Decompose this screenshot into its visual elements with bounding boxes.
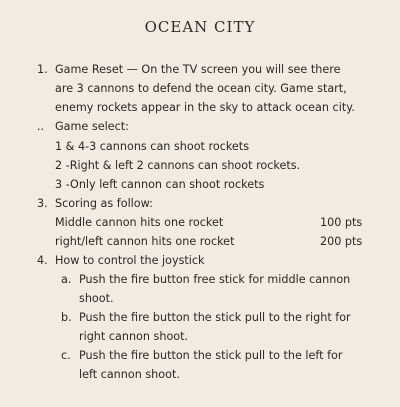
joystick-item-b-line-1: Push the fire button the stick pull to the right for (79, 311, 351, 324)
section-2-heading: Game select: (55, 120, 129, 133)
section-4-number: 4. (37, 254, 48, 267)
score-label-middle: Middle cannon hits one rocket (55, 216, 224, 229)
section-3-number: 3. (37, 197, 48, 210)
section-1-number: 1. (37, 63, 48, 76)
joystick-item-c-letter: c. (61, 349, 71, 362)
joystick-item-a-line-1: Push the fire button free stick for middle cannon (79, 273, 351, 286)
section-1-line-3: enemy rockets appear in the sky to attack ocean city. (55, 101, 355, 114)
game-select-option-3: 3 -Only left cannon can shoot rockets (55, 178, 265, 191)
joystick-item-c-line-2: left cannon shoot. (79, 368, 180, 381)
section-3-heading: Scoring as follow: (55, 197, 153, 210)
score-points-side: 200 pts (320, 235, 363, 248)
score-points-middle: 100 pts (320, 216, 363, 229)
game-select-option-1: 1 & 4-3 cannons can shoot rockets (55, 140, 250, 153)
joystick-item-b-letter: b. (61, 311, 72, 324)
joystick-item-c-line-1: Push the fire button the stick pull to the left for (79, 349, 343, 362)
section-2-number: .. (37, 120, 45, 133)
section-1-line-2: are 3 cannons to defend the ocean city. Game start, (55, 82, 347, 95)
score-label-side: right/left cannon hits one rocket (55, 235, 235, 248)
section-1-line-1: Game Reset — On the TV screen you will see there (55, 63, 341, 76)
joystick-item-a-line-2: shoot. (79, 292, 114, 305)
joystick-item-b-line-2: right cannon shoot. (79, 330, 189, 343)
game-select-option-2: 2 -Right & left 2 cannons can shoot rockets. (55, 159, 301, 172)
section-4-heading: How to control the joystick (55, 254, 205, 267)
joystick-item-a-letter: a. (61, 273, 72, 286)
page-title: OCEAN CITY (144, 18, 256, 36)
